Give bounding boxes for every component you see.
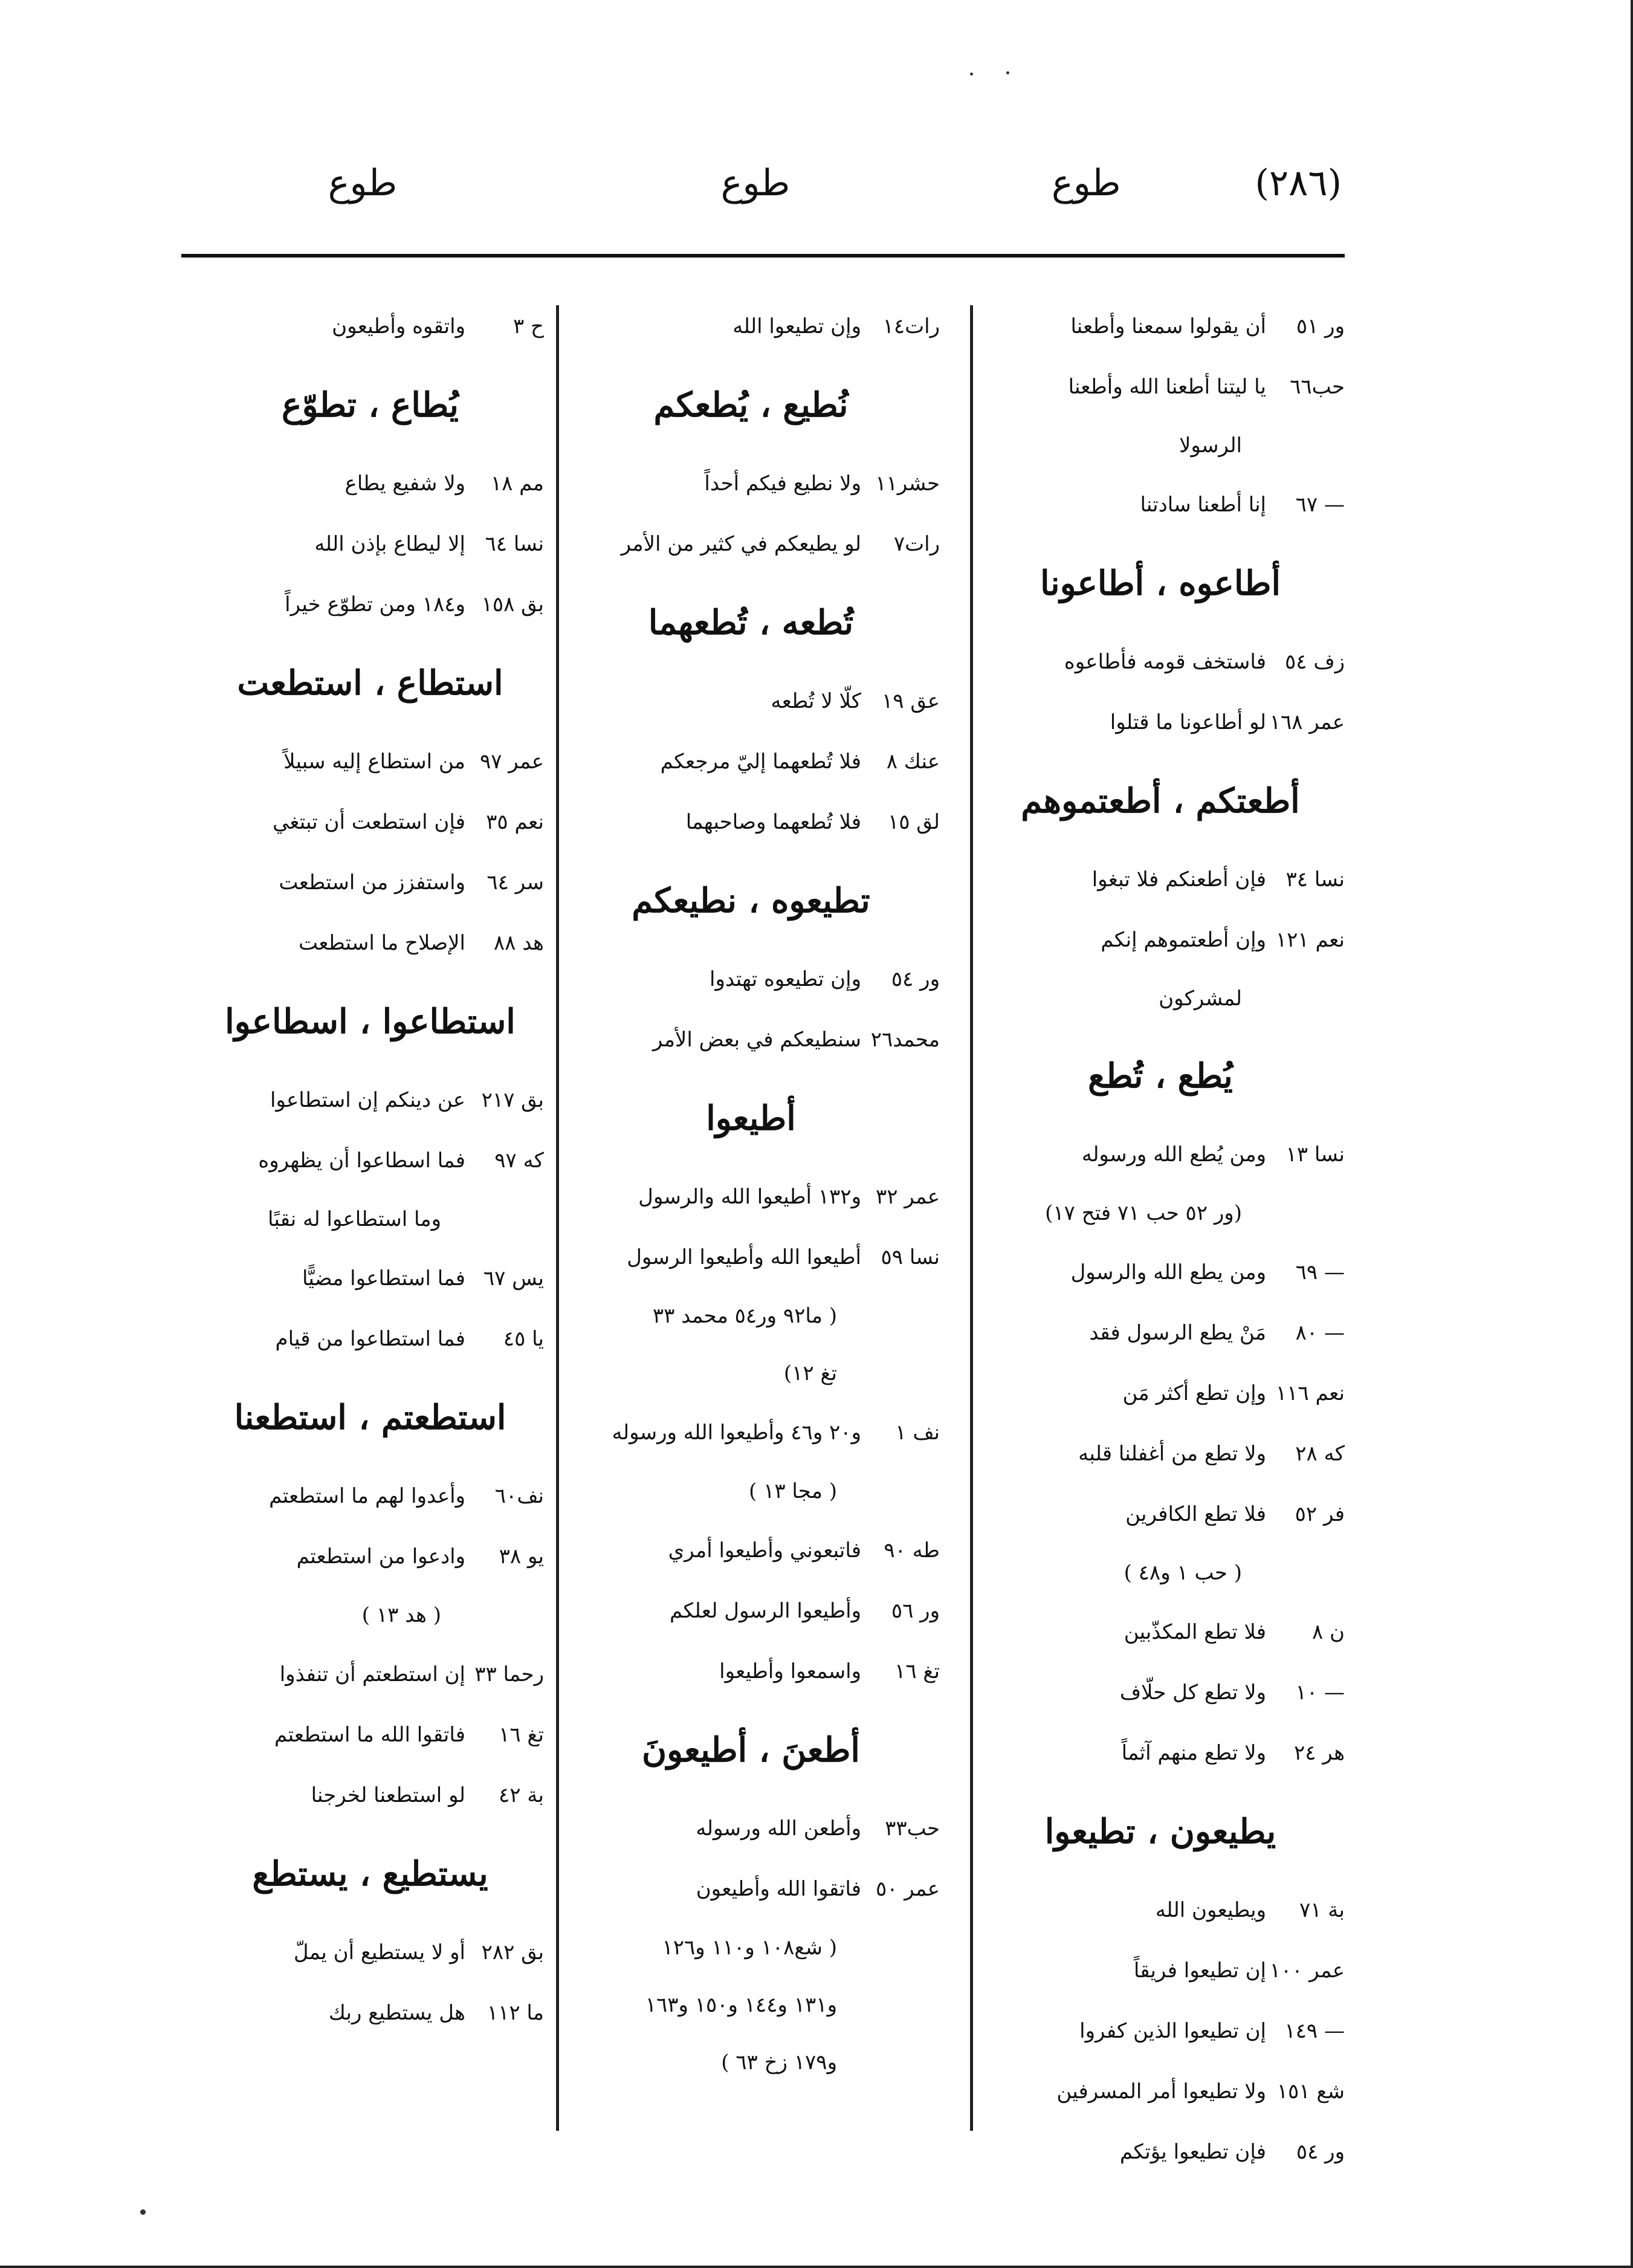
entry-line (976, 910, 1345, 970)
verse-text: وإن تطيعوا الله (732, 314, 861, 339)
verse-text: وأطيعوا الرسول لعلكم (670, 1599, 861, 1623)
entry-line (976, 849, 1345, 910)
entry-line (196, 1526, 544, 1587)
entry-line (562, 514, 940, 574)
verse-reference: نسا ١٣ (1285, 1142, 1345, 1167)
entry-line (976, 2061, 1345, 2122)
verse-text: فلا تطع الكافرين (1125, 1502, 1266, 1526)
verse-reference: طه ٩٠ (884, 1538, 940, 1563)
verse-text: كلّا لا تُطعه (771, 689, 861, 713)
verse-text: فاتقوا الله ما استطعتم (274, 1723, 465, 1747)
verse-reference: عمر ٣٢ (875, 1185, 940, 1209)
header-word-middle: طوع (720, 162, 791, 204)
verse-reference: عمر ٥٠ (875, 1877, 940, 1901)
entry-heading: يطيعون ، تطيعوا (1044, 1812, 1276, 1852)
entry-continuation: ( هد ١٣ ) (361, 1603, 441, 1627)
verse-text: أن يقولوا سمعنا وأطعنا (1070, 314, 1266, 339)
entry-continuation: الرسولا (1179, 433, 1242, 458)
header-rule (181, 254, 1345, 258)
entry-line (562, 792, 940, 852)
verse-text: أطيعوا الله وأطيعوا الرسول (627, 1245, 861, 1269)
verse-reference: نعم ١١٦ (1275, 1381, 1345, 1405)
entry-line (976, 2001, 1345, 2061)
verse-reference: — ١٤٩ (1284, 2019, 1345, 2043)
verse-reference: ور ٥١ (1296, 314, 1345, 339)
verse-text: وإن تطع أكثر مَن (1122, 1381, 1266, 1405)
verse-text: إن استطعتم أن تنفذوا (279, 1662, 465, 1686)
entry-line (196, 1983, 544, 2043)
header-word-right: طوع (1052, 162, 1121, 204)
verse-reference: عمر ١٦٨ (1269, 710, 1345, 734)
entry-line (562, 1520, 940, 1581)
column-left (196, 296, 544, 2043)
entry-heading: أطاعوه ، أطاعونا (1040, 563, 1281, 603)
verse-text: فما اسطاعوا أن يظهروه (258, 1149, 465, 1173)
verse-reference: كه ٩٧ (494, 1149, 544, 1173)
entry-heading: تُطعه ، تُطعهما (648, 603, 854, 643)
verse-reference: نف ١ (895, 1421, 940, 1445)
verse-reference: زف ٥٤ (1284, 650, 1345, 674)
column-divider-right (970, 305, 973, 2131)
verse-text: وإن تطيعوه تهتدوا (710, 967, 861, 991)
entry-line (562, 731, 940, 792)
verse-text: ومن يطع الله والرسول (1070, 1260, 1266, 1285)
verse-reference: ور ٥٤ (891, 967, 940, 991)
column-divider-left (556, 305, 559, 2131)
verse-reference: — ٦٧ (1295, 493, 1345, 517)
verse-reference: — ٨٠ (1295, 1321, 1345, 1345)
entry-line (976, 296, 1345, 357)
verse-reference: نعم ٣٥ (486, 810, 544, 834)
verse-text: إلا ليطاع بإذن الله (314, 532, 465, 556)
entry-line (196, 852, 544, 913)
verse-text: وأطعن الله ورسوله (696, 1816, 861, 1841)
verse-reference: لق ١٥ (887, 810, 940, 834)
verse-reference: بة ٧١ (1299, 1898, 1345, 1922)
verse-reference: عق ١٩ (882, 689, 940, 713)
entry-line (562, 1641, 940, 1702)
entry-line (562, 1167, 940, 1227)
column-right (976, 296, 1345, 2182)
entry-line (196, 731, 544, 792)
entry-line (976, 1424, 1345, 1484)
entry-line (196, 514, 544, 574)
verse-reference: ما ١١٢ (487, 2001, 544, 2025)
verse-text: و١٨٤ ومن تطوّع خيراً (285, 592, 465, 617)
entry-line (976, 1662, 1345, 1723)
verse-reference: يس ٦٧ (483, 1266, 544, 1291)
verse-text: هل يستطيع ربك (328, 2001, 465, 2025)
entry-heading: استطاع ، استطعت (237, 663, 503, 703)
verse-reference: ور ٥٤ (1296, 2140, 1345, 2164)
verse-text: واستفزز من استطعت (279, 870, 465, 895)
verse-text: ويطيعون الله (1155, 1898, 1266, 1922)
verse-reference: حب٣٣ (885, 1816, 940, 1841)
verse-text: فاتبعوني وأطيعوا أمري (668, 1538, 861, 1563)
verse-text: من استطاع إليه سبيلاً (283, 750, 465, 774)
verse-reference: هر ٢٤ (1293, 1741, 1345, 1765)
verse-text: عن دينكم إن استطاعوا (270, 1088, 465, 1112)
entry-line (562, 1859, 940, 1919)
entry-line (562, 1402, 940, 1463)
verse-text: فلا تُطعهما إليّ مرجعكم (660, 750, 861, 774)
entry-line (976, 1242, 1345, 1303)
verse-reference: نسا ٦٤ (485, 532, 544, 556)
verse-text: إن تطيعوا الذين كفروا (1079, 2019, 1266, 2043)
verse-reference: تغ ١٦ (894, 1659, 940, 1683)
entry-line (976, 692, 1345, 753)
entry-heading: أطعتكم ، أطعتموهم (1021, 781, 1300, 821)
entry-heading: استطعتم ، استطعنا (234, 1398, 506, 1437)
verse-reference: رحما ٣٣ (474, 1662, 544, 1686)
entry-continuation: وما استطاعوا له نقبًا (267, 1207, 441, 1231)
entry-line (562, 453, 940, 514)
entry-line (976, 1940, 1345, 2001)
entry-continuation: تغ ١٢) (783, 1361, 837, 1385)
entry-line (976, 1124, 1345, 1185)
entry-heading: استطاعوا ، اسطاعوا (225, 1002, 516, 1042)
entry-continuation: ( شع١٠٨ و١١٠ و١٢٦ (662, 1936, 837, 1960)
verse-text: وإن أطعتموهم إنكم (1101, 928, 1266, 952)
verse-text: ولا شفيع يطاع (344, 471, 465, 496)
verse-reference: بة ٤٢ (498, 1783, 544, 1807)
verse-reference: — ٦٩ (1295, 1260, 1345, 1285)
entry-line (976, 1880, 1345, 1940)
entry-line (976, 357, 1345, 417)
verse-reference: عمر ٩٧ (479, 750, 544, 774)
verse-text: فما استطاعوا من قيام (275, 1327, 465, 1351)
entry-line (976, 1363, 1345, 1424)
entry-line (562, 296, 940, 357)
verse-text: واسمعوا وأطيعوا (719, 1659, 861, 1683)
header-right (1027, 156, 1342, 210)
verse-reference: شع ١٥١ (1276, 2079, 1345, 2104)
entry-line (562, 671, 940, 731)
entry-line (196, 1248, 544, 1309)
entry-continuation: ( ما٩٢ ور٥٤ محمد ٣٣ (652, 1304, 837, 1328)
entry-line (976, 1484, 1345, 1544)
entry-continuation: (ور ٥٢ حب ٧١ فتح ١٧) (1045, 1201, 1242, 1225)
verse-reference: يو ٣٨ (499, 1544, 544, 1569)
entry-continuation: لمشركون (1159, 987, 1242, 1011)
verse-text: أو لا يستطيع أن يملّ (293, 1940, 465, 1965)
header-word-left: طوع (328, 162, 398, 204)
verse-text: إنا أطعنا سادتنا (1140, 493, 1266, 517)
scan-edge-right (1631, 0, 1633, 2268)
verse-text: فإن استطعت أن تبتغي (272, 810, 465, 834)
entry-heading: يستطيع ، يستطع (252, 1854, 488, 1894)
verse-reference: رات١٤ (882, 314, 940, 339)
verse-reference: مم ١٨ (490, 471, 544, 496)
scan-speck (970, 73, 973, 76)
verse-reference: هد ٨٨ (493, 931, 544, 955)
entry-line (976, 632, 1345, 692)
verse-text: و٢٠ و٤٦ وأطيعوا الله ورسوله (612, 1421, 861, 1445)
verse-reference: — ١٠ (1295, 1680, 1345, 1705)
entry-line (196, 453, 544, 514)
verse-reference: بق ٢١٧ (481, 1088, 544, 1112)
verse-reference: كه ٢٨ (1295, 1442, 1345, 1466)
verse-reference: نسا ٣٤ (1285, 867, 1345, 892)
verse-text: ولا تطع منهم آثماً (1121, 1741, 1266, 1765)
entry-line (196, 1130, 544, 1191)
entry-heading: نُطيع ، يُطعكم (653, 385, 849, 425)
verse-text: فاستخف قومه فأطاعوه (1064, 650, 1266, 674)
verse-reference: عمر ١٠٠ (1269, 1959, 1345, 1983)
entry-heading: يُطاع ، تطوّع (282, 385, 459, 425)
verse-text: ولا تطع كل حلّاف (1119, 1680, 1266, 1705)
verse-reference: محمد٢٦ (870, 1028, 940, 1052)
entry-continuation: و١٣١ و١٤٤ و١٥٠ و١٦٣ (645, 1993, 837, 2017)
scan-edge-bottom (0, 2266, 1633, 2268)
scan-speck (140, 2209, 146, 2215)
entry-line (196, 1644, 544, 1705)
verse-text: واتقوه وأطيعون (332, 314, 465, 339)
entry-line (976, 2122, 1345, 2182)
entry-line (562, 1009, 940, 1070)
entry-line (976, 1303, 1345, 1363)
verse-text: فاتقوا الله وأطيعون (696, 1877, 861, 1901)
verse-text: وادعوا من استطعتم (296, 1544, 465, 1569)
verse-reference: نسا ٥٩ (881, 1245, 940, 1269)
entry-line (976, 1602, 1345, 1662)
verse-reference: يا ٤٥ (503, 1327, 544, 1351)
verse-reference: عنك ٨ (886, 750, 940, 774)
entry-line (196, 1765, 544, 1826)
column-middle (562, 296, 940, 2091)
verse-reference: ح ٣ (513, 314, 544, 339)
verse-text: ولا تطع من أغفلنا قلبه (1078, 1442, 1266, 1466)
entry-line (196, 296, 544, 357)
entry-line (562, 1798, 940, 1859)
entry-heading: أطيعوا (706, 1098, 796, 1138)
verse-reference: فر ٥٢ (1295, 1502, 1345, 1526)
entry-heading: أطعنَ ، أطيعونَ (642, 1730, 860, 1770)
page-number: (٢٨٦) (1255, 162, 1342, 204)
verse-reference: نعم ١٢١ (1275, 928, 1345, 952)
verse-text: لو استطعنا لخرجنا (311, 1783, 465, 1807)
verse-reference: بق ٢٨٢ (481, 1940, 544, 1965)
entry-line (196, 913, 544, 973)
verse-text: ومن يُطع الله ورسوله (1081, 1142, 1266, 1167)
verse-text: مَنْ يطع الرسول فقد (1089, 1321, 1266, 1345)
verse-reference: نف٦٠ (494, 1484, 544, 1508)
entry-line (562, 1581, 940, 1641)
verse-reference: رات٧ (893, 532, 940, 556)
entry-heading: تطيعوه ، نطيعكم (632, 881, 870, 921)
entry-line (196, 1309, 544, 1369)
verse-reference: حب٦٦ (1290, 375, 1345, 399)
entry-continuation: ( مجا ١٣ ) (748, 1479, 837, 1503)
entry-line (976, 475, 1345, 535)
entry-line (562, 1227, 940, 1288)
verse-reference: حشر١١ (875, 471, 940, 496)
verse-text: فما استطاعوا مضيًّا (302, 1266, 465, 1291)
scan-speck (1006, 71, 1009, 74)
verse-text: فلا تُطعهما وصاحبهما (685, 810, 861, 834)
verse-text: ولا نطيع فيكم أحداً (704, 471, 861, 496)
entry-continuation: ( حب ١ و٤٨ ) (1124, 1561, 1242, 1585)
verse-text: و١٣٢ أطيعوا الله والرسول (638, 1185, 861, 1209)
verse-text: يا ليتنا أطعنا الله وأطعنا (1068, 375, 1266, 399)
entry-heading: يُطع ، تُطع (1088, 1056, 1233, 1096)
verse-text: لو يطيعكم في كثير من الأمر (621, 532, 861, 556)
verse-reference: ن ٨ (1311, 1620, 1345, 1644)
entry-line (196, 1466, 544, 1526)
entry-line (196, 1070, 544, 1130)
verse-text: وأعدوا لهم ما استطعتم (269, 1484, 465, 1508)
verse-reference: تغ ١٦ (499, 1723, 544, 1747)
verse-text: الإصلاح ما استطعت (298, 931, 465, 955)
verse-reference: سر ٦٤ (487, 870, 544, 895)
verse-text: فلا تطع المكذّبين (1124, 1620, 1266, 1644)
verse-text: ولا تطيعوا أمر المسرفين (1056, 2079, 1266, 2104)
verse-text: سنطيعكم في بعض الأمر (652, 1028, 861, 1052)
verse-reference: بق ١٥٨ (481, 592, 544, 617)
verse-reference: ور ٥٦ (891, 1599, 940, 1623)
entry-line (196, 574, 544, 635)
entry-line (562, 949, 940, 1009)
verse-text: إن تطيعوا فريقاً (1133, 1959, 1266, 1983)
verse-text: فإن تطيعوا يؤتكم (1119, 2140, 1266, 2164)
entry-line (196, 1705, 544, 1765)
verse-text: فإن أطعنكم فلا تبغوا (1091, 867, 1266, 892)
entry-line (976, 1723, 1345, 1783)
entry-line (196, 1922, 544, 1983)
verse-text: لو أطاعونا ما قتلوا (1110, 710, 1266, 734)
entry-line (196, 792, 544, 852)
entry-continuation: و١٧٩ زخ ٦٣ ) (721, 2050, 837, 2075)
